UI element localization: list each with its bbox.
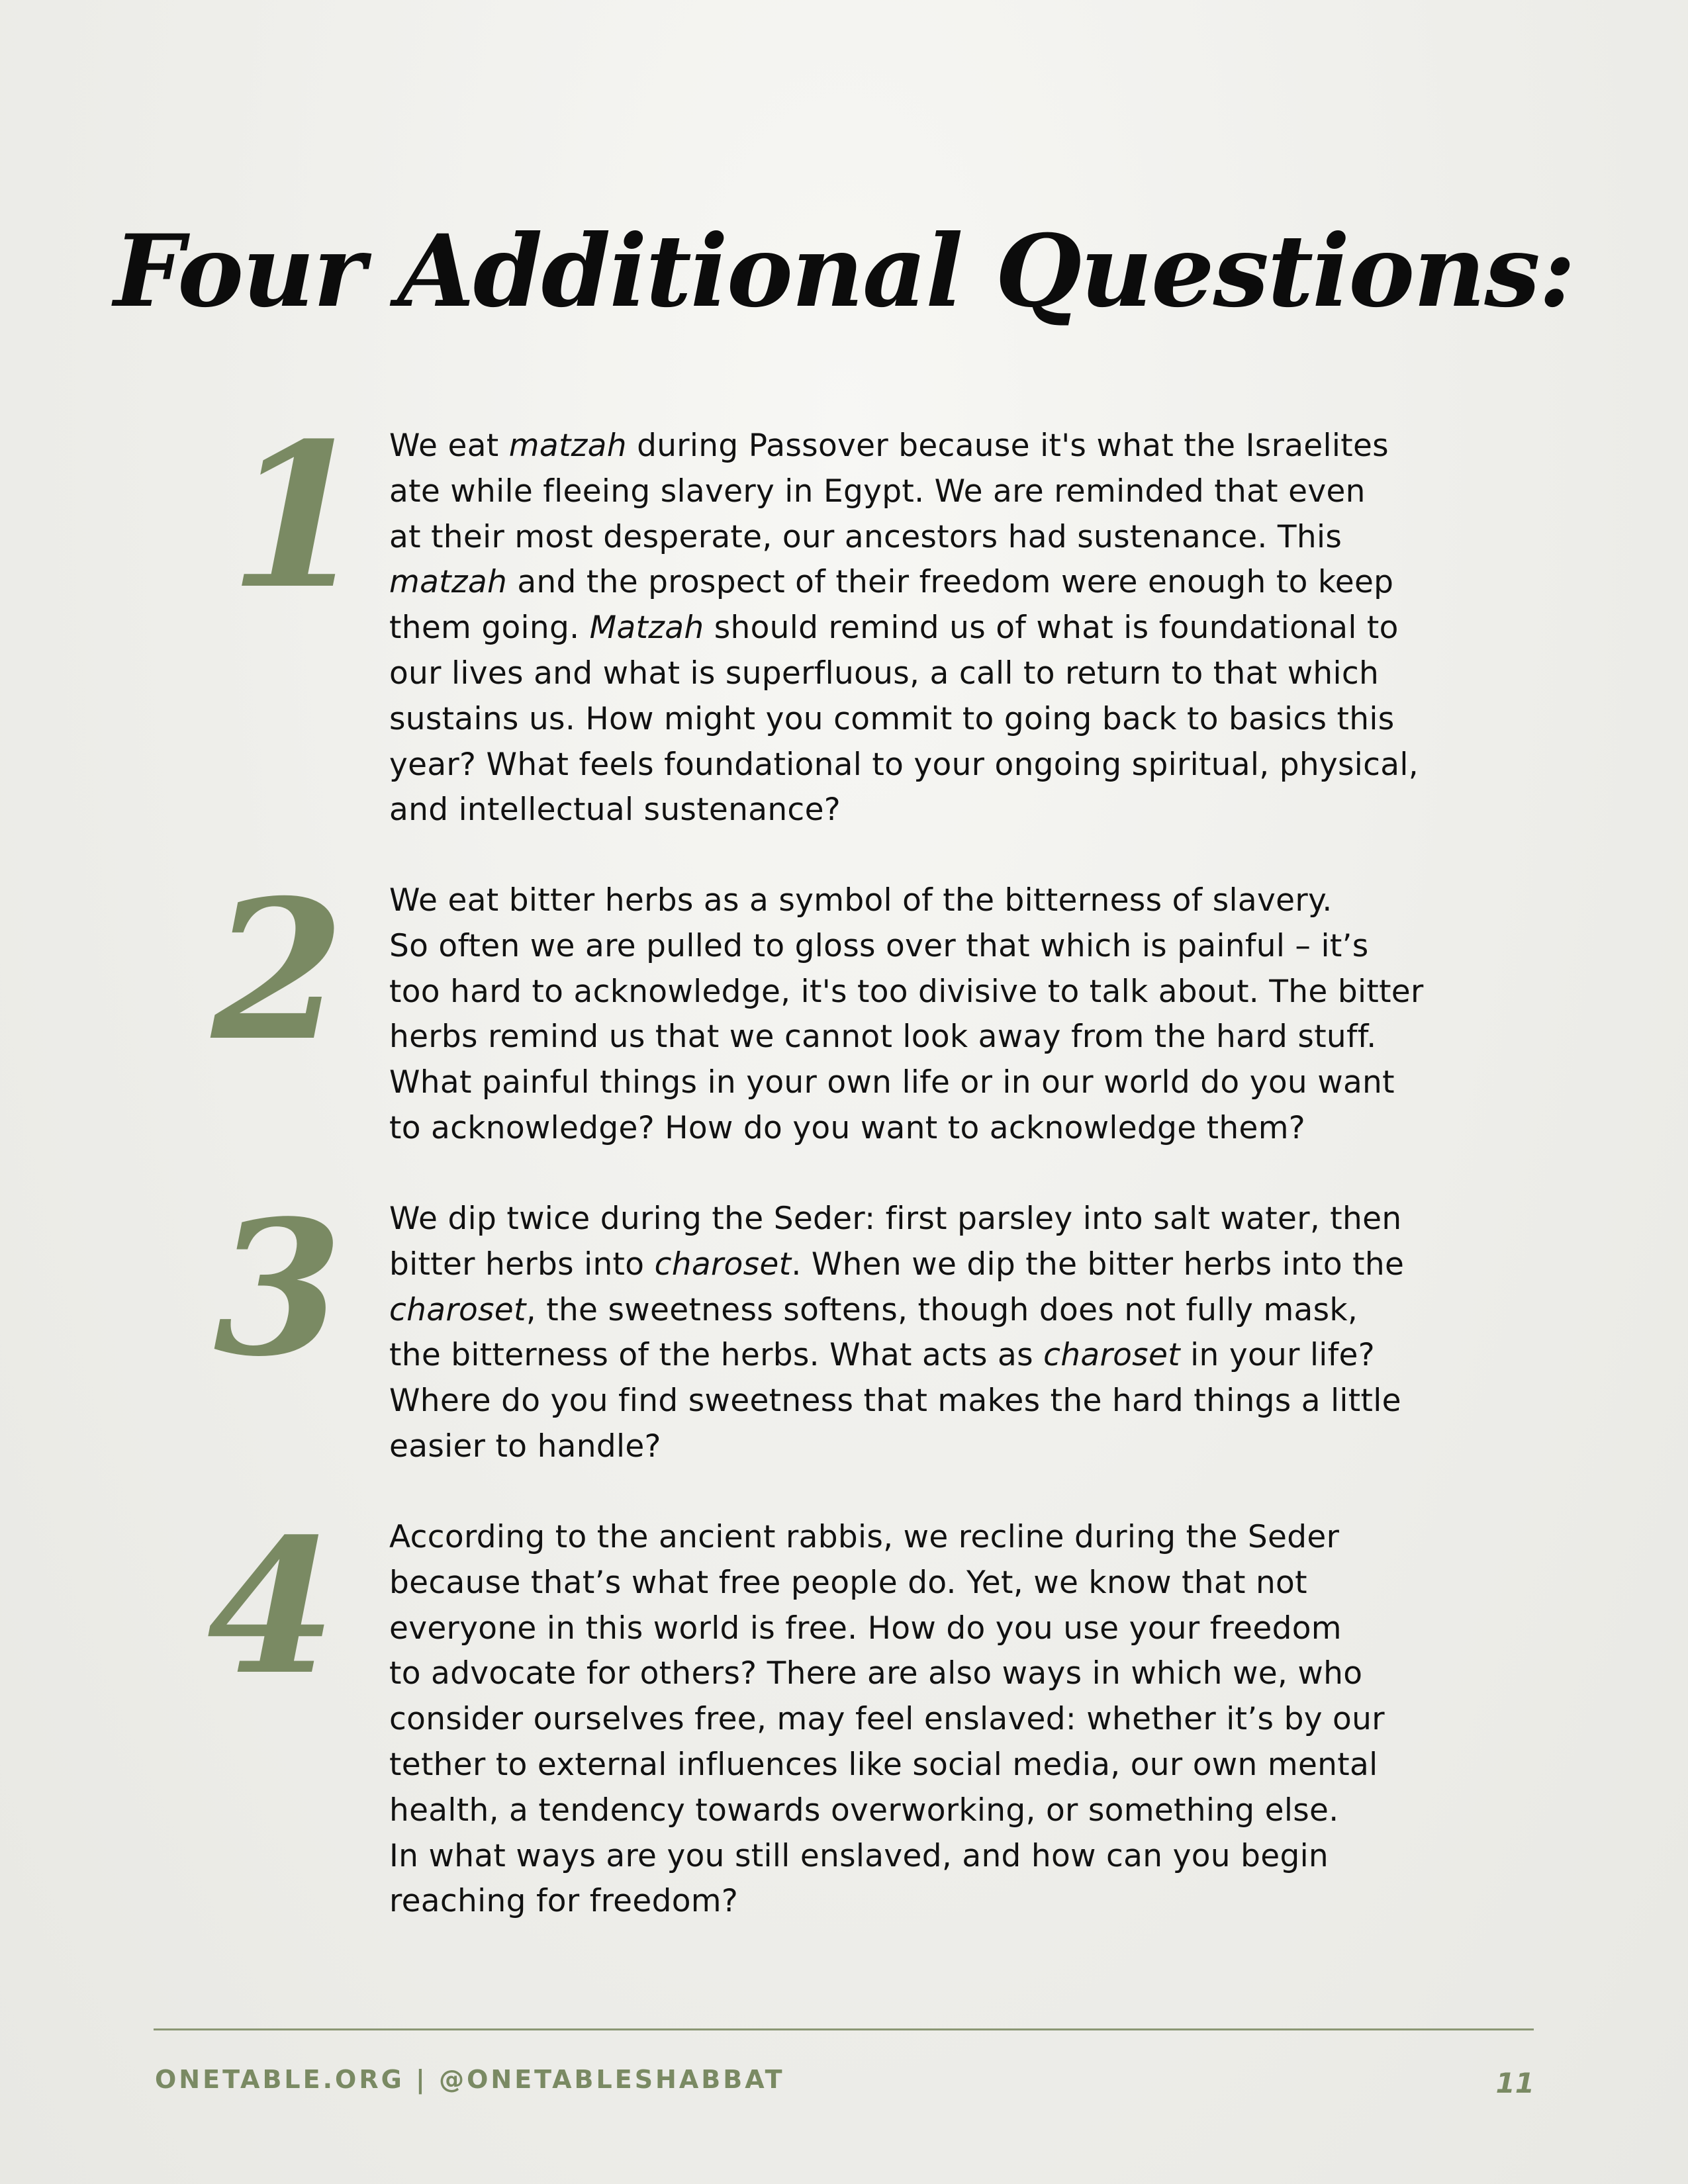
text-line <box>389 424 1515 469</box>
text-run: sustains us. How might you commit to going back to basics this <box>389 700 1395 737</box>
text-line <box>389 1697 1515 1743</box>
text-line <box>389 1651 1515 1697</box>
text-line <box>389 878 1515 924</box>
text-run: year? What feels foundational to your ongoing spiritual, physical, <box>389 746 1419 783</box>
text-run: . When we dip the bitter herbs into the <box>791 1246 1405 1283</box>
text-run: So often we are pulled to gloss over that which is painful – it’s <box>389 927 1369 964</box>
text-run: We dip twice during the Seder: first parsley into salt water, then <box>389 1201 1402 1237</box>
text-line <box>389 1197 1515 1242</box>
question-text <box>389 424 1515 833</box>
text-run: to acknowledge? How do you want to acknowledge them? <box>389 1109 1306 1146</box>
text-line <box>389 1834 1515 1880</box>
text-line <box>389 1242 1515 1288</box>
text-run: We eat <box>389 428 509 464</box>
italic-term: charoset <box>654 1246 792 1283</box>
text-run: bitter herbs into <box>389 1246 655 1283</box>
text-run: because that’s what free people do. Yet, we know that not <box>389 1564 1307 1601</box>
text-line <box>389 515 1515 561</box>
text-run: , the sweetness softens, though does not fully mask, <box>526 1291 1358 1328</box>
text-run: them going. <box>389 610 590 647</box>
page-title: Four Additional Questions: <box>113 213 1575 330</box>
question-number: 4 <box>207 1498 336 1716</box>
text-run: our lives and what is superfluous, a call to return to that which <box>389 655 1380 692</box>
text-line <box>389 469 1515 515</box>
text-line <box>389 1561 1515 1606</box>
text-line <box>389 1106 1515 1152</box>
text-line <box>389 1515 1515 1561</box>
text-line <box>389 697 1515 743</box>
text-run: easier to handle? <box>389 1428 661 1465</box>
text-run: We eat bitter herbs as a symbol of the bitterness of slavery. <box>389 882 1333 919</box>
text-line <box>389 1743 1515 1788</box>
text-line <box>389 1015 1515 1060</box>
text-line <box>389 1879 1515 1925</box>
text-run: everyone in this world is free. How do you use your freedom <box>389 1610 1342 1647</box>
text-line <box>389 560 1515 606</box>
text-line <box>389 743 1515 788</box>
text-line <box>389 1788 1515 1834</box>
text-line <box>389 1333 1515 1379</box>
question-text <box>389 1515 1515 1925</box>
text-run: and the prospect of their freedom were enough to keep <box>507 564 1394 601</box>
text-line <box>389 1288 1515 1334</box>
text-line <box>389 1606 1515 1652</box>
italic-term: Matzah <box>589 610 704 647</box>
question-number: 1 <box>228 399 367 633</box>
text-run: consider ourselves free, may feel enslaved: whether it’s by our <box>389 1701 1385 1738</box>
text-run: In what ways are you still enslaved, and how can you begin <box>389 1837 1329 1874</box>
text-run: should remind us of what is foundational to <box>704 610 1399 647</box>
text-run: too hard to acknowledge, it's too divisive to talk about. The bitter <box>389 973 1424 1010</box>
question-text <box>389 878 1515 1152</box>
text-run: in your life? <box>1180 1337 1375 1374</box>
text-line <box>389 651 1515 697</box>
text-line <box>389 606 1515 651</box>
text-line <box>389 1379 1515 1424</box>
text-run: ate while fleeing slavery in Egypt. We are reminded that even <box>389 473 1366 510</box>
text-run: tether to external influences like social media, our own mental <box>389 1746 1378 1783</box>
text-run: herbs remind us that we cannot look away from the hard stuff. <box>389 1019 1377 1056</box>
footer-divider <box>154 2028 1534 2030</box>
italic-term: charoset <box>389 1291 526 1328</box>
page-number: 11 <box>1495 2067 1534 2099</box>
text-run: and intellectual sustenance? <box>389 792 841 829</box>
question-text <box>389 1197 1515 1470</box>
text-run: the bitterness of the herbs. What acts as <box>389 1337 1044 1374</box>
italic-term: matzah <box>508 428 627 464</box>
text-run: What painful things in your own life or in our world do you want <box>389 1064 1395 1101</box>
text-run: health, a tendency towards overworking, or something else. <box>389 1792 1339 1829</box>
text-run: during Passover because it's what the Israelites <box>626 428 1389 464</box>
question-number: 2 <box>211 858 345 1083</box>
text-run: reaching for freedom? <box>389 1883 739 1920</box>
text-run: Where do you find sweetness that makes the hard things a little <box>389 1383 1401 1420</box>
question-number: 3 <box>213 1180 343 1398</box>
text-line <box>389 1060 1515 1106</box>
footer-site-link[interactable]: ONETABLE.ORG | @ONETABLESHABBAT <box>155 2065 785 2094</box>
text-line <box>389 1424 1515 1470</box>
text-line <box>389 788 1515 833</box>
text-line <box>389 970 1515 1015</box>
text-run: at their most desperate, our ancestors had sustenance. This <box>389 518 1342 555</box>
text-run: to advocate for others? There are also ways in which we, who <box>389 1655 1363 1692</box>
text-line <box>389 924 1515 970</box>
italic-term: charoset <box>1043 1337 1180 1374</box>
italic-term: matzah <box>389 564 508 601</box>
text-run: According to the ancient rabbis, we recline during the Seder <box>389 1519 1340 1555</box>
